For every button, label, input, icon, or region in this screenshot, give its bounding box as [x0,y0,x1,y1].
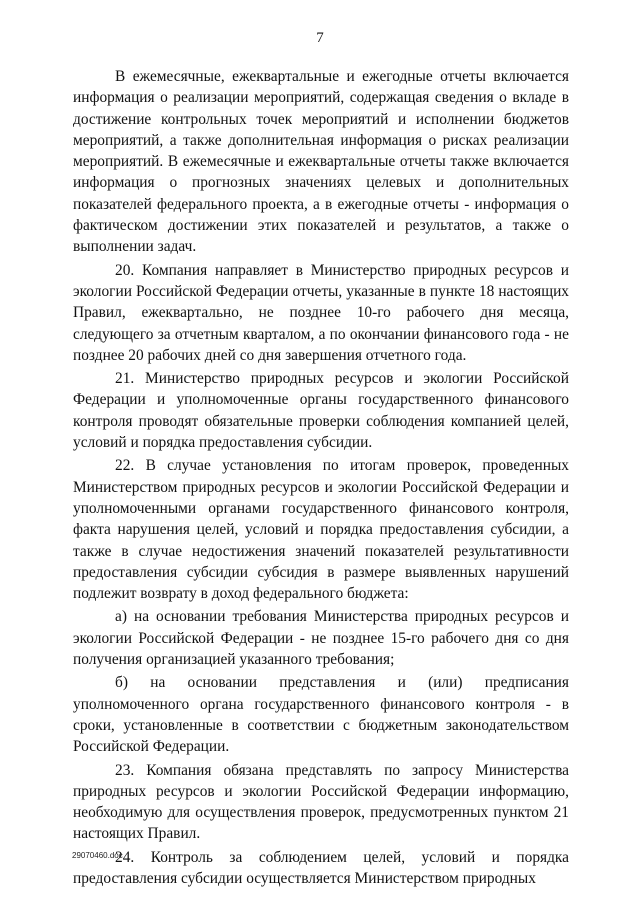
paragraph-item-22-b: б) на основании представления и (или) предписания уполномоченного органа государственного финансового контроля - в сроки, установленные в соответствии с бюджетным законодательством Российской Федерации. [73,674,569,756]
page-number: 7 [316,30,324,46]
paragraph-item-20: 20. Компания направляет в Министерство природных ресурсов и экологии Российской Федерации отчеты, указанные в пункте 18 настоящих Правил, ежеквартально, не позднее 10-го рабочего дня месяца, следующего за отчетным кварталом, а по окончании финансового года - не позднее 20 рабочих дней со дня завершения отчетного года. [73,261,569,364]
paragraph-item-22: 22. В случае установления по итогам проверок, проведенных Министерством природных ресурсов и экологии Российской Федерации и уполномоченными органами государственного финансового контроля, факта нарушения целей, условий и порядка предоставления субсидии, а также в случае недостижения значений показателей результативности предоставления субсидии субсидия в размере выявленных нарушений подлежит возврату в доход федерального бюджета: [73,457,569,603]
paragraph-item-21: 21. Министерство природных ресурсов и экологии Российской Федерации и уполномоченные органы государственного финансового контроля проводят обязательные проверки соблюдения компанией целей, условий и порядка предоставления субсидии. [73,370,569,452]
paragraph-reporting-contents: В ежемесячные, ежеквартальные и ежегодные отчеты включается информация о реализации мероприятий, содержащая сведения о вкладе в достижение контрольных точек мероприятий и исполнении бюджетов мероприятий, а также дополнительная информация о рисках реализации мероприятий. В ежемесячные и ежеквартальные отчеты также включается информация о прогнозных значениях целевых и дополнительных показателей федерального проекта, а в ежегодные отчеты - информация о фактическом достижении этих показателей и результатов, а также о выполнении задач. [73,68,569,256]
document-body [73,66,569,891]
paragraph-item-24: 24. Контроль за соблюдением целей, условий и порядка предоставления субсидии осуществляется Министерством природных [73,848,569,887]
paragraph-item-23: 23. Компания обязана представлять по запросу Министерства природных ресурсов и экологии Российской Федерации информацию, необходимую для осуществления проверок, предусмотренных пунктом 21 настоящих Правил. [73,761,569,843]
document-file-code: 29070460.doc [72,851,123,860]
paragraph-item-22-a: а) на основании требования Министерства природных ресурсов и экологии Российской Федерации - не позднее 15-го рабочего дня со дня получения организацией указанного требования; [73,608,569,669]
